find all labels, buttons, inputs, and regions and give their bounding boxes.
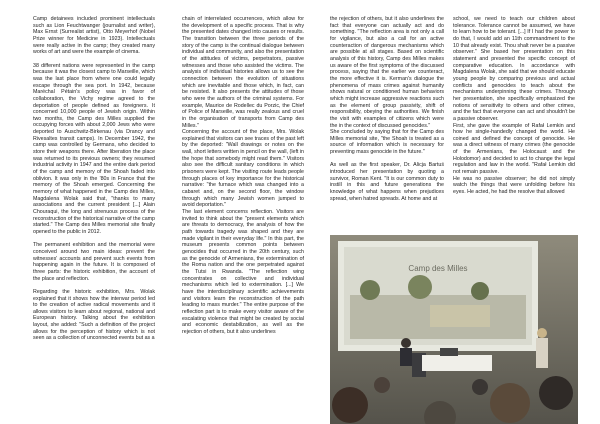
text-column-1: [33, 16, 155, 349]
text-column-4: [453, 16, 575, 202]
paragraph: He was no passive observer; he did not simply watch the things that were unfolding before his eyes. He acted, he had the resolve that allowed: [453, 175, 575, 196]
paragraph: First, she gave the example of Rafał Lemkin and how he single-handedly changed the world. He coined and defined the concept of genocide. He was a direct witness of many crimes (the genocide of the Armenians, the Holocaust and the Holodomor) and decided to act to change the legal regulation and law in the world. "Rafał Lemkin did not remain passive.: [453, 122, 575, 176]
audience-head: [472, 379, 488, 395]
building-shape: [430, 305, 490, 327]
text-column-3: [330, 16, 444, 209]
speaker-body: [400, 348, 412, 366]
paragraph: chain of interrelated occurrences, which allow for the development of a specific process. That is why the presented dates changed into causes or results. The transition between the three periods of the story of the camp is the continual dialogue between individual and community, and also the presentation of the attitudes of victims, perpetrators, passive witnesses and those who assisted the victims. The analysis of individual histories allows us to see the connection between the evolution of situations which are inevitable and those which, in fact, can be resisted. It also presents the attitudes of those who were the authors of the criminal systems. For example, Maurice de Rodellec du Porzic, the Chief of Police of Marseille, was really zealous and cruel in the organisation of transports from Camp des Milles.": [182, 16, 304, 129]
conference-photo: [330, 235, 578, 424]
audience-head: [332, 387, 368, 423]
speaker-head: [537, 328, 547, 338]
speaker-body: [536, 338, 548, 368]
paragraph: As well as the first speaker, Dr. Alicja Bartuś introduced her presentation by quoting a survivor, Roman Kent. "It is our common duty to instill in this and future generations the knowledge of what happens when prejudices spread, when hatred spreads. At home and at: [330, 162, 444, 202]
laptop: [440, 348, 458, 356]
paragraph: She concluded by saying that for the Camp des Milles memorial site, "the Shoah is treated as a source of information which is necessary for preventing mass genocide in the future.": [330, 129, 444, 156]
tree-shape: [408, 275, 432, 299]
paragraph: 38 different nations were represented in the camp because it was the closest camp to Marseille, which was the last place from where one could legally escape through the sea port. In 1942, because Maréchal Pétain's policy was in favor of collaboration, the Vichy regime agreed to the deportation of people defined as foreigners. It concerned 10,000 people of Jewish origin. Within two months, the Camp des Milles supplied the occupying forces with about 2,000 Jews who were deported to Auschwitz-Birkenau (via Drancy and Rivesaltes transit camps). In December 1942, the camp was controlled by Germans, who decided to store their weapons there. After liberation the place was returned to its previous owners; they resumed industrial activity in 1947 and the entire dark period of the camp and memory of the Shoah faded into oblivion. It was only in the '80s in France that the memory of the Shoah emerged. Concerning the memory of what happened in the Camp des Milles, Magdalena Wolak said that, "thanks to many associations and the current president [...] Alain Chouraqui, the long and strenuous process of the reconstruction of the historical narrative of the camp started." The Camp des Milles memorial site finally opened to the public in 2012.: [33, 62, 155, 235]
speaker-head: [401, 338, 411, 348]
paragraph: Regarding the historic exhibition, Mrs. Wolak explained that it shows how the interwar period led to the creation of active radical movements and it allows visitors to learn about regional, national and European history. Talking about the exhibition layout, she added: "Such a definition of the project allows for the perception of history which is not seen as a collection of unconnected events but as a: [33, 288, 155, 342]
paragraph: Concerning the account of the place, Mrs. Wolak explained that visitors can see traces of the past left by the deported: "Wall drawings or notes on the wall, short letters written in pencil on the wall, (left in the hope that somebody might read them." Visitors also see the difficult sanitary conditions in which prisoners were kept. The visiting route leads people through places of key importance for the historical narrative: "the furnace which was changed into a cabaret and, on the second floor, the window through which many Jewish women jumped to avoid deportation.": [182, 129, 304, 209]
paragraph: The last element concerns reflection. Visitors are invited to think about the "present elements which are threats to democracy, the analysis of how the path towards tragedy was shaped and they are made vigilant in their everyday life." In this part, the museum presents common points between genocides that occurred in the 20th century, such as the genocide of Armenians, the extermination of the Roma nation and the one perpetrated against the Tutsi in Rwanda. "The reflection wing concentrates on collective and individual mechanisms which led to extermination. [...] We have the interdisciplinary scientific achievements and visitors learn the reconstruction of the path leading to mass murder." The entire purpose of the reflection part is to make every visitor aware of the escalating violence that might be created by social and economic destabilization, as well as the rejection of others, but it also underlines: [182, 209, 304, 335]
text-column-2: [182, 16, 304, 336]
paragraph: The permanent exhibition and the memorial were conceived around two main ideas: prevent the witnesses' accounts and prevent such events from happening again in the future. It is composed of three parts: the historic exhibition, the account of the place and reflection.: [33, 242, 155, 282]
paragraph: the rejection of others, but it also underlines the fact that everyone can actually act and do something. "The reflection area is not only a call for vigilance, but also a call for an active counteraction of dangerous mechanisms which are possible at all stages. Based on scientific analysis of this history, Camp des Milles makes us aware of the first symptoms of the discussed process, saying that the earlier we counteract, the more effective it is. Kerman's dialogue the phenomena of mass crimes against humanity shows natural or conditioned human behaviors which might increase aggressive reactions such as the element of group passivity, shift of responsibility, obeying the authorities. We finish the visit with examples of citizens which were the in the context of discussed genocides.": [330, 16, 444, 129]
paragraph: school, we need to teach our children about tolerance. Tolerance cannot be assumed, we have to learn how to be tolerant. [...] If I had the power to do that, I would add an 11th commandment to the 10 that already exist. Thou shalt never be a passive observer." She based her presentation on this statement and presented the specific concept of comparative education. In accordance with Magdalena Wolak, she said that we should educate young people by comparing previous and actual conflicts and genocides to teach about the mechanisms underpinning these crimes. Through her presentation, she specifically emphasized the notions of sensitivity to others and other crimes, and the fact that everyone can act and shouldn't be a passive observer.: [453, 16, 575, 122]
paragraph: Camp detainees included prominent intellectuals such as Lion Feuchtwanger (journalist and writer), Max Ernst (Surrealist artist), Otto Meyerhof (Nobel Prize winner for Medicine in 1923). Intellectuals were really active in the camp; they created many works of art and were the example of cinema.: [33, 16, 155, 56]
tree-shape: [471, 282, 489, 300]
audience-head: [490, 383, 530, 423]
table: [422, 355, 492, 371]
slide-title: Camp des Milles: [408, 264, 468, 273]
tree-shape: [360, 280, 380, 300]
audience-head: [539, 376, 573, 410]
conference-photo-illustration: [330, 235, 578, 424]
audience-head: [374, 377, 390, 393]
